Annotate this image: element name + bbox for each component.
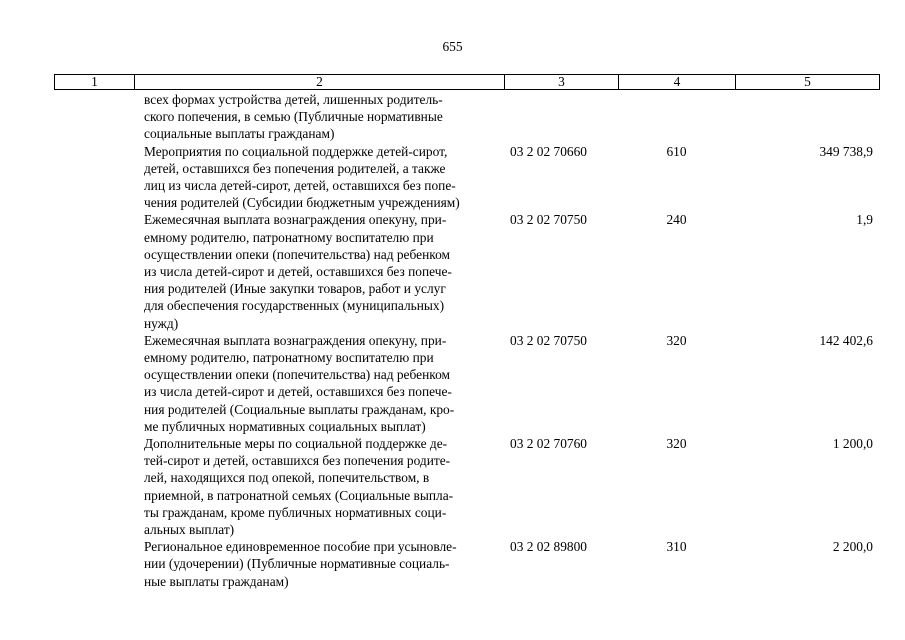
column-header-2: 2 — [135, 75, 505, 89]
table-body — [54, 91, 880, 590]
row-expense-type — [618, 91, 735, 143]
row-expense-type: 240 — [666, 212, 687, 228]
column-header-4: 4 — [619, 75, 736, 89]
row-expense-type: 320 — [666, 332, 687, 348]
page-number: 655 — [442, 39, 463, 54]
row-description: Мероприятия по социальной поддержке детей-сирот, детей, оставшихся без попечения родителей, а также лиц из числа детей-сирот, детей, оставшихся без попе- чения родителей (Субсидии бюджетным учреждениям) — [144, 143, 460, 211]
row-amount: 142 402,6 — [819, 332, 873, 348]
row-amount: 1,9 — [856, 212, 873, 228]
row-description: Дополнительные меры по социальной поддержке де- тей-сирот и детей, оставшихся без попечения родите- лей, находящихся под опекой, попечительством, в приемной, в патронатной семьях (Социальные выпла- ты гражданам, кроме публичных нормативных соци- альных выплат) — [144, 436, 454, 538]
column-header-3: 3 — [505, 75, 619, 89]
row-amount: 349 738,9 — [819, 143, 873, 159]
table-row — [54, 211, 880, 331]
row-code: 03 2 02 70760 — [510, 436, 587, 452]
row-description: Региональное единовременное пособие при усыновле- нии (удочерении) (Публичные нормативные социаль- ные выплаты гражданам) — [144, 539, 457, 589]
column-header-1: 1 — [55, 75, 135, 89]
table-row — [54, 332, 880, 435]
row-description: всех формах устройства детей, лишенных родитель- ского попечения, в семью (Публичные нормативные социальные выплаты гражданам) — [144, 92, 443, 142]
row-code: 03 2 02 70750 — [510, 332, 587, 348]
row-code: 03 2 02 70750 — [510, 212, 587, 228]
table-header — [54, 74, 880, 90]
row-description: Ежемесячная выплата вознаграждения опекуну, при- емному родителю, патронатному воспитателю при осуществлении опеки (попечительства) над ребенком из числа детей-сирот и детей, оставшихся без попече- ния родителей (Иные закупки товаров, работ и услуг для обеспечения государственных (муниципальных) нужд) — [144, 212, 452, 331]
row-amount: 1 200,0 — [832, 436, 873, 452]
table-row — [54, 143, 880, 212]
row-code: 03 2 02 70660 — [510, 143, 587, 159]
column-header-5: 5 — [804, 74, 811, 89]
row-expense-type: 320 — [666, 436, 687, 452]
row-code — [504, 91, 618, 143]
row-amount: 2 200,0 — [832, 539, 873, 555]
table-row — [54, 538, 880, 590]
row-code: 03 2 02 89800 — [510, 539, 587, 555]
row-description: Ежемесячная выплата вознаграждения опекуну, при- емному родителю, патронатному воспитателю при осуществлении опеки (попечительства) над ребенком из числа детей-сирот и детей, оставшихся без попече- ния родителей (Социальные выплаты гражданам, кро- ме публичных нормативных социальных выплат) — [144, 332, 455, 434]
table-row — [54, 435, 880, 538]
row-amount — [735, 91, 878, 143]
table-row — [54, 91, 880, 143]
row-expense-type: 610 — [666, 143, 687, 159]
row-expense-type: 310 — [666, 539, 687, 555]
